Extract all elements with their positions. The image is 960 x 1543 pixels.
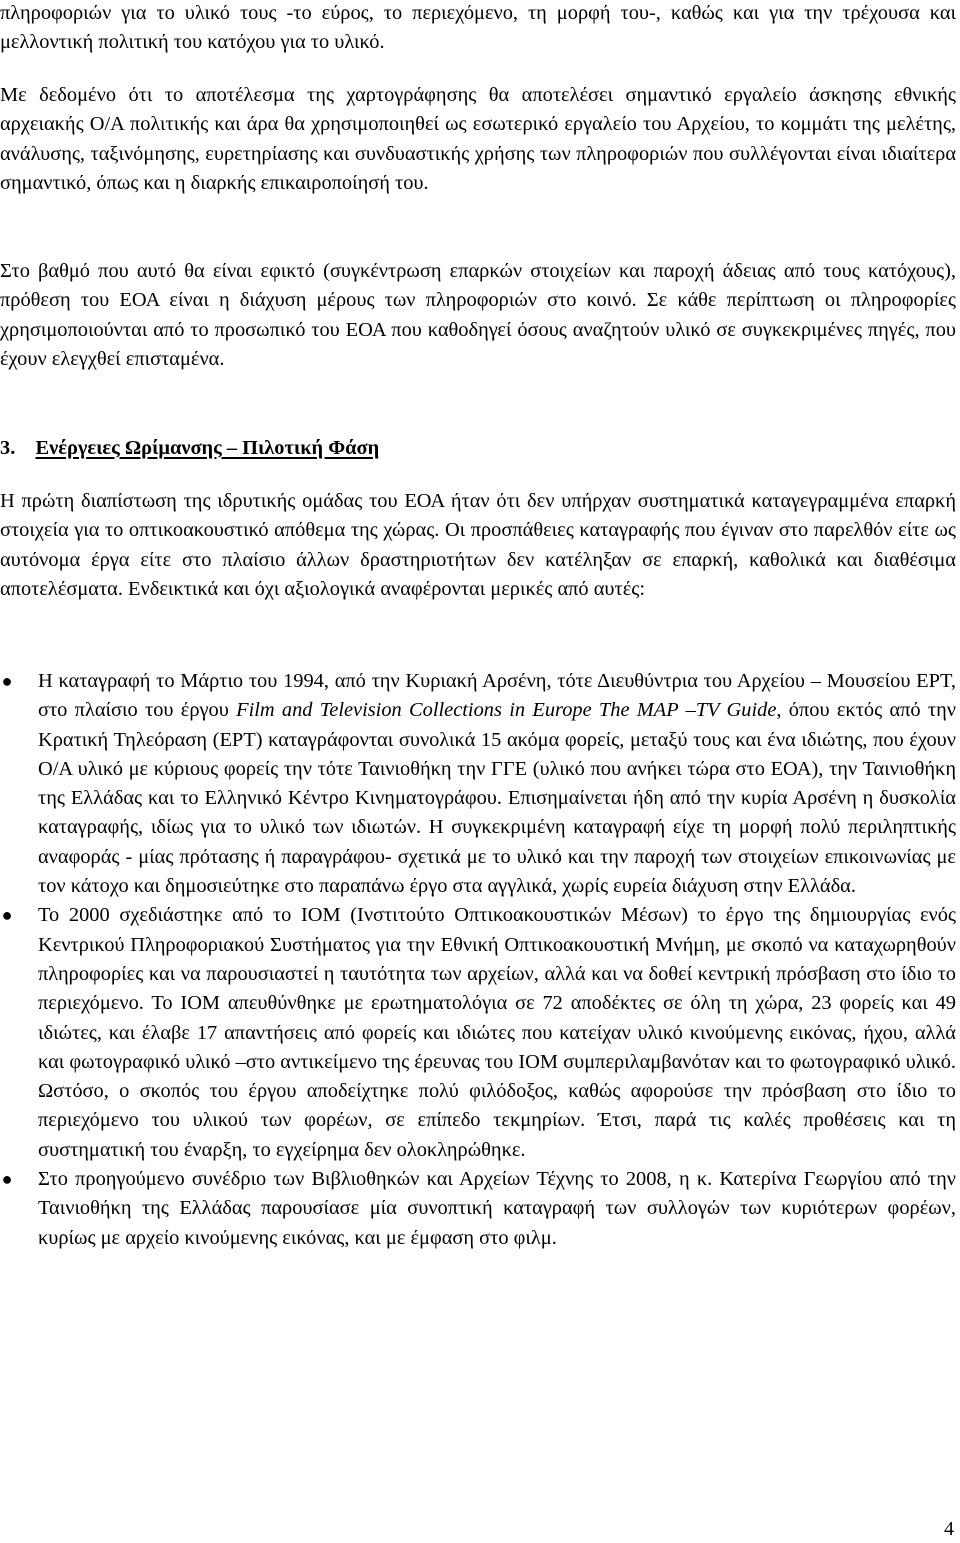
bullet-1-text-a: Η καταγραφή το Μάρτιο του 1994, από την Κυριακή Αρσένη, τότε Διευθύντρια του Αρχείου – Μουσείου ΕΡΤ, στο πλαίσιο του έργου <box>38 670 956 722</box>
bullet-1-italic-title: Film and Television Collections in Europe The MAP –TV Guide <box>236 699 777 722</box>
paragraph-4: Η πρώτη διαπίστωση της ιδρυτικής ομάδας του ΕΟΑ ήταν ότι δεν υπήρχαν συστηματικά καταγεγραμμένα επαρκή στοιχεία για το οπτικοακουστικό απόθεμα της χώρας. Οι προσπάθειες καταγραφής που έγιναν στο παρελθόν είτε ως αυτόνομα έργα είτε στο πλαίσιο άλλων δραστηριοτήτων δεν κατέληξαν σε επαρκή, καθολικά και διαθέσιμα αποτελέσματα. Ενδεικτικά και όχι αξιολογικά αναφέρονται μερικές από αυτές: <box>0 490 956 600</box>
paragraph-3: Στο βαθμό που αυτό θα είναι εφικτό (συγκέντρωση επαρκών στοιχείων και παροχή άδειας από τους κατόχους), πρόθεση του ΕΟΑ είναι η διάχυση μέρους των πληροφοριών στο κοινό. Σε κάθε περίπτωση οι πληροφορίες χρησιμοποιούνται από το προσωπικό του ΕΟΑ που καθοδηγεί όσους αναζητούν υλικό σε συγκεκριμένες πηγές, που έχουν ελεγχθεί επισταμένα. <box>0 260 956 370</box>
bullet-list <box>0 667 956 1253</box>
paragraph-2: Με δεδομένο ότι το αποτέλεσμα της χαρτογράφησης θα αποτελέσει σημαντικό εργαλείο άσκησης εθνικής αρχειακής Ο/Α πολιτικής και άρα θα χρησιμοποιηθεί ως εσωτερικό εργαλείο του Αρχείου, το κομμάτι της μελέτης, ανάλυσης, ταξινόμησης, ευρετηρίασης και συνδυαστικής χρήσης των πληροφοριών που συλλέγονται είναι ιδιαίτερα σημαντικό, όπως και η διαρκής επικαιροποίησή του. <box>0 84 956 194</box>
bullet-2-text: Το 2000 σχεδιάστηκε από το ΙΟΜ (Ινστιτούτο Οπτικοακουστικών Μέσων) το έργο της δημιουργίας ενός Κεντρικού Πληροφοριακού Συστήματος για την Εθνική Οπτικοακουστική Μνήμη, με σκοπό να καταχωρηθούν πληροφορίες και να παρουσιαστεί η ταυτότητα των αρχείων, αλλά και να δοθεί κεντρική πρόσβαση στο ίδιο το περιεχόμενο. Το ΙΟΜ απευθύνθηκε με ερωτηματολόγια σε 72 αποδέκτες σε όλη τη χώρα, 23 φορείς και 49 ιδιώτες, και έλαβε 17 απαντήσεις από φορείς και ιδιώτες που κατείχαν υλικό κινούμενης εικόνας, ήχου, αλλά και φωτογραφικό υλικό –στο αντικείμενο της έρευνας του ΙΟΜ συμπεριλαμβανόταν και το φωτογραφικό υλικό. Ωστόσο, ο σκοπός του έργου αποδείχτηκε πολύ φιλόδοξος, καθώς αφορούσε την πρόσβαση στο ίδιο το περιεχόμενο του υλικού των φορέων, σε επίπεδο τεκμηρίων. Έτσι, παρά τις καλές προθέσεις και τη συστηματική του έναρξη, το εγχείρημα δεν ολοκληρώθηκε. <box>38 904 956 1161</box>
section-title: Ενέργειες Ωρίμανσης – Πιλοτική Φάση <box>35 437 380 459</box>
list-item <box>0 901 956 1165</box>
section-number: 3. <box>0 437 16 459</box>
bullet-3-text: Στο προηγούμενο συνέδριο των Βιβλιοθηκών και Αρχείων Τέχνης το 2008, η κ. Κατερίνα Γεωργίου από την Ταινιοθήκη της Ελλάδας παρουσίασε μία συνοπτική καταγραφή των συλλογών των κυριότερων φορέων, κυρίως με αρχείο κινούμενης εικόνας, και με έμφαση στο φιλμ. <box>38 1168 956 1249</box>
bullet-icon: ● <box>1 1169 13 1190</box>
paragraph-1: πληροφοριών για το υλικό τους -το εύρος, το περιεχόμενο, τη μορφή του-, καθώς και για την τρέχουσα και μελλοντική πολιτική του κατόχου για το υλικό. <box>0 2 956 54</box>
page-number: 4 <box>944 1518 954 1540</box>
list-item <box>0 1165 956 1253</box>
section-heading <box>0 434 379 463</box>
bullet-icon: ● <box>1 905 13 926</box>
list-item <box>0 667 956 901</box>
bullet-icon: ● <box>1 671 13 691</box>
bullet-1-text-b: , όπου εκτός από την Κρατική Τηλεόραση (ΕΡΤ) καταγράφονται συνολικά 15 ακόμα φορείς, μεταξύ τους και ένα ιδιώτης, που έχουν Ο/Α υλικό με κύριους φορείς την τότε Ταινιοθήκη την ΓΓΕ (υλικό που ανήκει τώρα στο ΕΟΑ), την Ταινιοθήκη της Ελλάδας και το Ελληνικό Κέντρο Κινηματογράφου. Επισημαίνεται ήδη από την κυρία Αρσένη η δυσκολία καταγραφής, ιδίως για το υλικό των ιδιωτών. Η συγκεκριμένη καταγραφή είχε τη μορφή πολύ περιληπτικής αναφοράς - μίας πρότασης ή παραγράφου- σχετικά με το υλικό και την παροχή των στοιχείων επικοινωνίας με τον κάτοχο και δημοσιεύτηκε στο παραπάνω έργο στα αγγλικά, χωρίς ευρεία διάχυση στην Ελλάδα. <box>38 699 956 898</box>
